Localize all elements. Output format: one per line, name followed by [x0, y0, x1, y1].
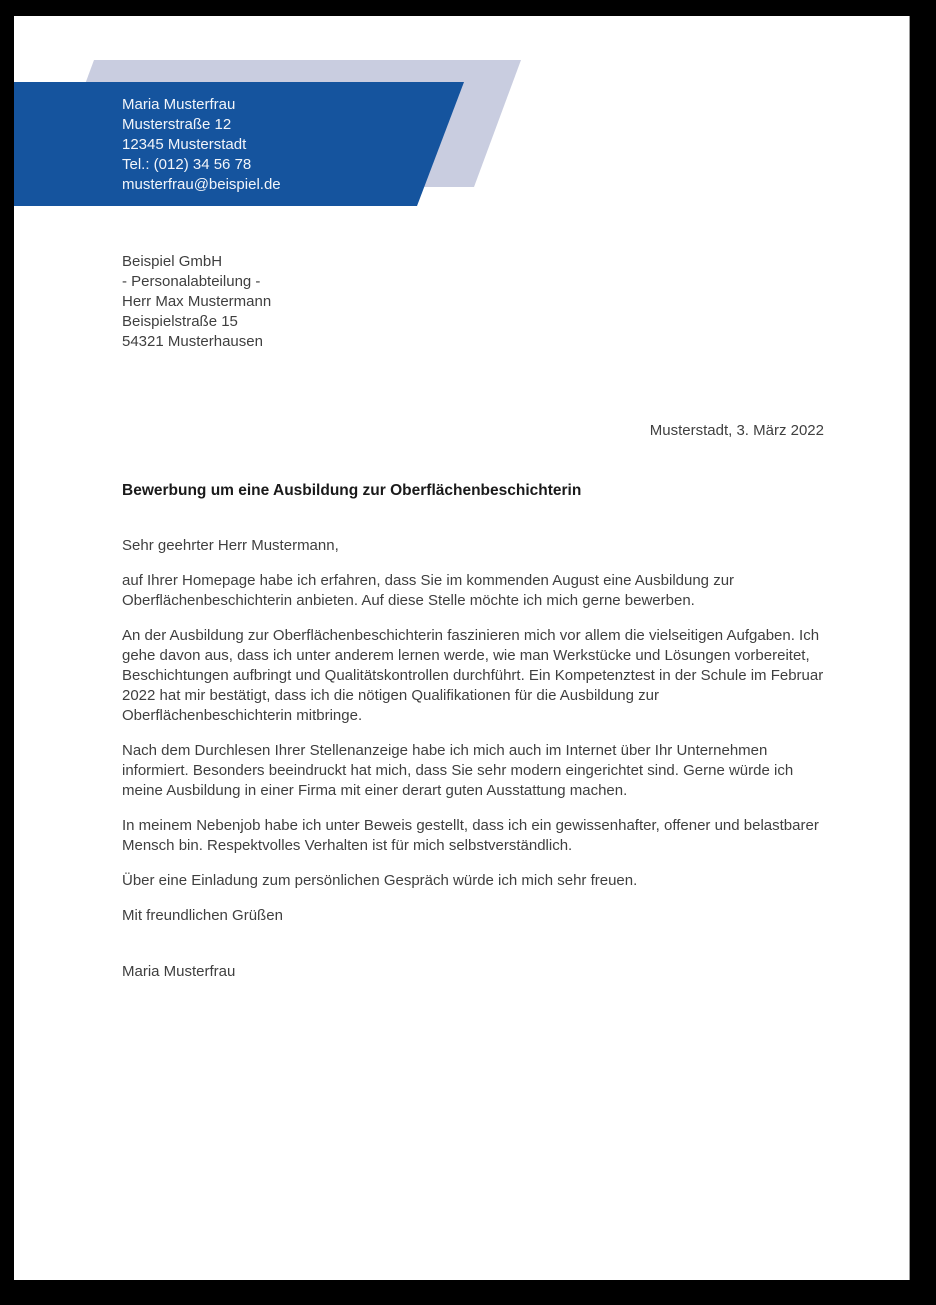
body-paragraph-2: An der Ausbildung zur Oberflächenbeschichterin faszinieren mich vor allem die vielseitigen Aufgaben. Ich gehe davon aus, dass ich unter anderem lernen werde, wie man Werkstücke und Lösungen vorbereitet, Beschichtungen aufbringt und Qualitätskontrollen durchführt. Ein Kompetenztest in der Schule im Februar 2022 hat mir bestätigt, dass ich die nötigen Qualifikationen für die Ausbildung zur Oberflächenbeschichterin mitbringe.: [122, 627, 824, 724]
recipient-department: - Personalabteilung -: [122, 273, 261, 290]
recipient-address-block: [122, 252, 271, 352]
recipient-street: Beispielstraße 15: [122, 313, 238, 330]
sender-name: Maria Musterfrau: [122, 96, 236, 113]
date-line: Musterstadt, 3. März 2022: [649, 422, 824, 439]
sender-city: 12345 Musterstadt: [122, 136, 247, 153]
signature-name: Maria Musterfrau: [122, 963, 236, 980]
body-paragraph-5: Über eine Einladung zum persönlichen Gespräch würde ich mich sehr freuen.: [122, 872, 638, 889]
body-paragraph-4: In meinem Nebenjob habe ich unter Beweis gestellt, dass ich ein gewissenhafter, offener und belastbarer Mensch bin. Respektvolles Verhalten ist für mich selbstverständlich.: [122, 817, 819, 854]
recipient-city: 54321 Musterhausen: [122, 333, 263, 350]
recipient-contact: Herr Max Mustermann: [122, 293, 272, 310]
letter-page: [14, 16, 910, 1280]
sender-phone: Tel.: (012) 34 56 78: [122, 156, 252, 173]
closing-phrase: Mit freundlichen Grüßen: [122, 907, 283, 924]
body-paragraph-1: auf Ihrer Homepage habe ich erfahren, dass Sie im kommenden August eine Ausbildung zur Oberflächenbeschichterin anbieten. Auf diese Stelle möchte ich mich gerne bewerben.: [122, 572, 735, 609]
sender-street: Musterstraße 12: [122, 116, 232, 133]
recipient-company: Beispiel GmbH: [122, 253, 223, 270]
sender-email: musterfrau@beispiel.de: [122, 176, 281, 193]
body-paragraph-3: Nach dem Durchlesen Ihrer Stellenanzeige habe ich mich auch im Internet über Ihr Unternehmen informiert. Besonders beeindruckt hat mich, dass Sie sehr modern eingerichtet sind. Gerne würde ich meine Ausbildung in einer Firma mit einer derart guten Ausstattung machen.: [122, 742, 794, 799]
letter-body: [122, 421, 824, 982]
subject-line: Bewerbung um eine Ausbildung zur Oberflächenbeschichterin: [122, 482, 582, 499]
header-graphic: [14, 16, 909, 236]
salutation: Sehr geehrter Herr Mustermann,: [122, 537, 339, 554]
sender-address-block: [122, 95, 281, 195]
